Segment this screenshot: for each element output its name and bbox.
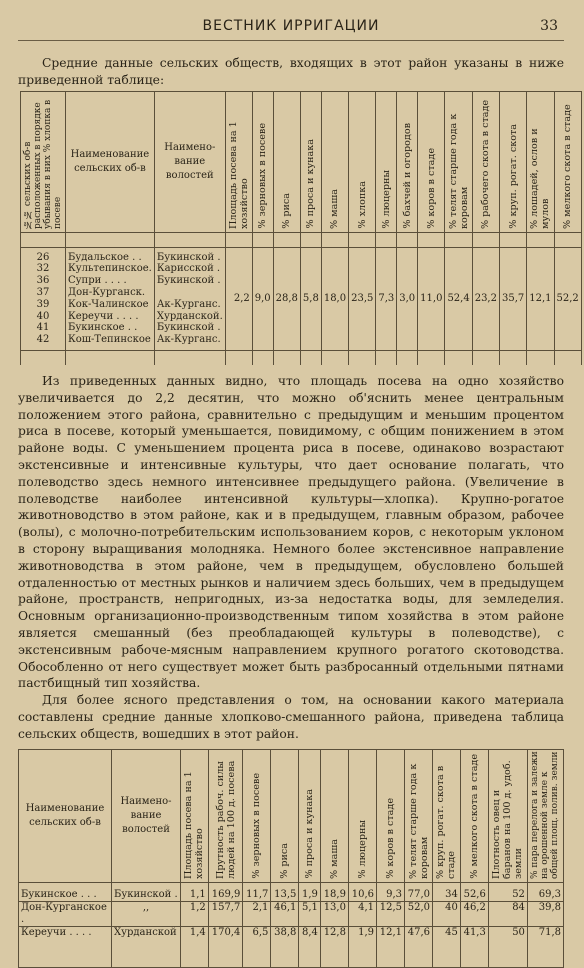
volost-name: Хурданской.	[156, 310, 223, 322]
society-number: 41	[36, 322, 50, 334]
cell-value: 52,6	[460, 882, 488, 901]
table1-header-cell: % маша	[329, 188, 341, 229]
cell-value: 10,6	[348, 882, 376, 901]
average-value: 3,0	[397, 247, 418, 350]
table1-header-row	[21, 91, 582, 232]
table2-header-cell: Плотность овец и баранов на 100 д. удоб. земли	[491, 759, 525, 879]
cell-value: 40	[433, 901, 461, 926]
table1-header-cell: % круп. рогат. скота	[507, 123, 519, 229]
table1-header-cell: % коров в стаде	[425, 147, 437, 229]
society-name: Кереучи . . . .	[68, 310, 139, 322]
table2-header-cell: % круп. рогат. скота в стаде	[435, 765, 458, 879]
average-value: 35,7	[499, 247, 526, 350]
average-value: 52,4	[445, 247, 472, 350]
cell-value: 1,1	[181, 882, 209, 901]
table2-header-cell: Площадь посева на 1 хозяйство	[183, 770, 206, 879]
cell-value: 170,4	[208, 926, 243, 967]
table-row	[19, 901, 564, 926]
society-name: Кереучи . . . .	[19, 926, 112, 967]
table2-header-cell: Наимено- вание волостей	[120, 795, 172, 835]
volost-name: Букинской .	[156, 275, 221, 287]
table2-header-cell: % пара перелога и залежи на орошенной земле к общей площ. полив. земли	[530, 750, 561, 879]
average-value: 28,8	[273, 247, 300, 350]
society-number: 36	[36, 275, 50, 287]
average-value: 23,5	[349, 247, 376, 350]
cell-value: 157,7	[208, 901, 243, 926]
cell-value: 71,8	[527, 926, 563, 967]
running-header	[18, 18, 564, 41]
page-number: 33	[540, 18, 558, 34]
table2-header-cell: % риса	[279, 842, 291, 879]
cell-value: 52,0	[405, 901, 433, 926]
volost-name: Букинской .	[156, 322, 221, 334]
cell-value: 45	[433, 926, 461, 967]
cell-value: 12,5	[376, 901, 404, 926]
volost-name: Хурданской	[112, 926, 181, 967]
society-name: Будальское . .	[68, 251, 142, 263]
table2-header-cell: % зерновых в посеве	[251, 772, 263, 879]
cell-value: 12,8	[320, 926, 348, 967]
cell-value: 13,0	[320, 901, 348, 926]
society-number: 39	[36, 298, 50, 310]
average-value: 5,8	[300, 247, 321, 350]
cell-value: 52	[488, 882, 527, 901]
society-number-column	[21, 247, 66, 350]
volost-name: ,,	[112, 901, 181, 926]
cell-value: 1,2	[181, 901, 209, 926]
table1-header-cell: % лошадей, ослов и мулов	[529, 127, 552, 229]
society-name: Кош-Тепинское	[68, 334, 151, 346]
cell-value: 1,4	[181, 926, 209, 967]
cell-value: 18,9	[320, 882, 348, 901]
society-name: Дон-Курганское .	[19, 901, 112, 926]
average-value: 12,1	[527, 247, 554, 350]
volost-name: Ак-Курганс.	[156, 334, 221, 346]
table1-header-cell: % зерновых в посеве	[257, 122, 269, 229]
table-row	[19, 926, 564, 967]
society-number: 26	[36, 251, 50, 263]
cell-value: 39,8	[527, 901, 563, 926]
cell-value: 169,9	[208, 882, 243, 901]
table1-header-cell: Площадь посева на 1 хозяйство	[227, 120, 250, 229]
table1-header-cell: % люцерны	[380, 169, 392, 229]
society-name-column	[66, 247, 155, 350]
table1-header-cell: % рабочего скота в стаде	[480, 99, 492, 229]
intro-paragraph: Средние данные сельских обществ, входящих в этот район указаны в ниже приведенной таблице:	[18, 56, 564, 87]
table2-header-cell: % проса и кунака	[304, 788, 316, 879]
cell-value: 5,1	[299, 901, 321, 926]
cell-value: 12,1	[376, 926, 404, 967]
average-value: 52,2	[554, 247, 581, 350]
table-societies-averages	[20, 91, 582, 365]
table1-header-cell: Наимено- вание волостей	[164, 141, 216, 181]
table-cotton-mixed-district	[18, 749, 564, 968]
table2-header-cell: Прутность рабоч. силы людей на 100 д. посева	[214, 760, 237, 879]
table2-header-cell: % маша	[328, 838, 340, 879]
society-name: Культепинское.	[68, 263, 152, 275]
table1-header-cell: % проса и кунака	[305, 139, 317, 229]
cell-value: 13,5	[271, 882, 299, 901]
cell-value: 11,7	[243, 882, 271, 901]
table2-header-cell: % телят старше года к коровам	[407, 763, 430, 879]
cell-value: 34	[433, 882, 461, 901]
society-number: 37	[36, 286, 50, 298]
society-name: Супри . . . .	[68, 275, 127, 287]
analysis-paragraph: Из приведенных данных видно, что площадь посева на одно хозяйство увеличивается до 2,2 десятин, что можно об'яснить менее центральным положением этого района, сравнительно с предыдущим и меньшим процентом риса в посеве, который уменьшается, повидимому, с общим понижением в этом районе воды. С уменьшением процента риса в посеве, одинаково возрастают экстенсивные и интенсивные культуры, что дает основание полагать, что полеводство здесь немного интенсивнее предыдущего района. (Увеличение в полеводстве наиболее интенсивной культуры—хлопка). Крупно-рогатое животноводство в этом районе, как и в предыдущем, главным образом, рабочее (волы), с молочно-потребительским использованием коров, с некоторым уклоном в сторону выращивания молодняка. Немного более экстенсивное направление животноводства в этом районе, чем в предыдущем, обусловлено большей отдаленностью от местных рынков и наличием здесь больших, чем в предыдущем районе, пространств, непригодных, из-за недостатка воды, для земледелия. Основным организационно-производственным типом хозяйства в этом районе является смешанный (без преобладающей культуры в полеводстве), с экстенсивным рабоче-мясным направлением крупного рогатого скотоводства. Обособленно от него существует может быть разбросанный отдельными пятнами пастбищный тип хозяйства.	[18, 373, 564, 691]
society-name: Дон-Курганск.	[68, 286, 146, 298]
cell-value: 84	[488, 901, 527, 926]
cell-value: 4,1	[348, 901, 376, 926]
table2-header-cell: % люцерны	[356, 819, 368, 879]
society-name: Букинское . .	[68, 322, 138, 334]
table-row	[19, 882, 564, 901]
volost-name: Букинской .	[156, 251, 221, 263]
volost-name: Букинской .	[112, 882, 181, 901]
cell-value: 77,0	[405, 882, 433, 901]
society-number: 40	[36, 310, 50, 322]
table1-data-row	[21, 247, 582, 350]
volost-name: Ак-Курганс.	[156, 298, 221, 310]
cell-value: 6,5	[243, 926, 271, 967]
table2-header-cell: % коров в стаде	[385, 797, 396, 879]
society-name: Кок-Чалинское	[68, 298, 149, 310]
cell-value: 2,1	[243, 901, 271, 926]
table1-header-cell: % телят старше года к коровам	[447, 113, 470, 229]
cell-value: 46,1	[271, 901, 299, 926]
table1-header-cell: % риса	[281, 192, 293, 229]
average-value: 9,0	[252, 247, 273, 350]
volost-name	[157, 287, 223, 299]
society-number: 32	[36, 263, 50, 275]
table1-header-cell: % хлопка	[356, 181, 368, 229]
average-value: 2,2	[225, 247, 252, 350]
cell-value: 8,4	[299, 926, 321, 967]
table2-header-cell: Наименование сельских об-в	[25, 802, 105, 828]
cell-value: 1,9	[348, 926, 376, 967]
average-value: 23,2	[472, 247, 499, 350]
volost-column	[154, 247, 225, 350]
table2-header-row	[19, 749, 564, 882]
average-value: 18,0	[321, 247, 348, 350]
table2-header-cell: % мелкого скота в стаде	[468, 753, 480, 879]
table1-header-cell: Наименование сельских об-в	[70, 148, 150, 174]
cell-value: 38,8	[271, 926, 299, 967]
cell-value: 50	[488, 926, 527, 967]
cell-value: 46,2	[460, 901, 488, 926]
table1-header-cell: % бахчей и огородов	[401, 123, 413, 229]
cell-value: 1,9	[299, 882, 321, 901]
volost-name: Карисской .	[156, 263, 221, 275]
table1-header-cell: % мелкого скота в стаде	[562, 103, 574, 229]
cell-value: 47,6	[405, 926, 433, 967]
society-number: 42	[36, 334, 50, 346]
cell-value: 69,3	[527, 882, 563, 901]
cell-value: 9,3	[376, 882, 404, 901]
cell-value: 41,3	[460, 926, 488, 967]
average-value: 7,3	[376, 247, 397, 350]
table1-header-cell: №№ сельских об-в расположенных в порядке убывания в них % хлопка в посеве	[23, 99, 63, 229]
average-value: 11,0	[418, 247, 445, 350]
journal-title: ВЕСТНИК ИРРИГАЦИИ	[202, 18, 380, 34]
table-intro-paragraph: Для более ясного представления о том, на основании какого материала составлены средние данные хлопково-смешанного района, приведена таблица сельских обществ, вошедших в этот район.	[18, 693, 564, 741]
society-name: Букинское . . .	[19, 882, 112, 901]
